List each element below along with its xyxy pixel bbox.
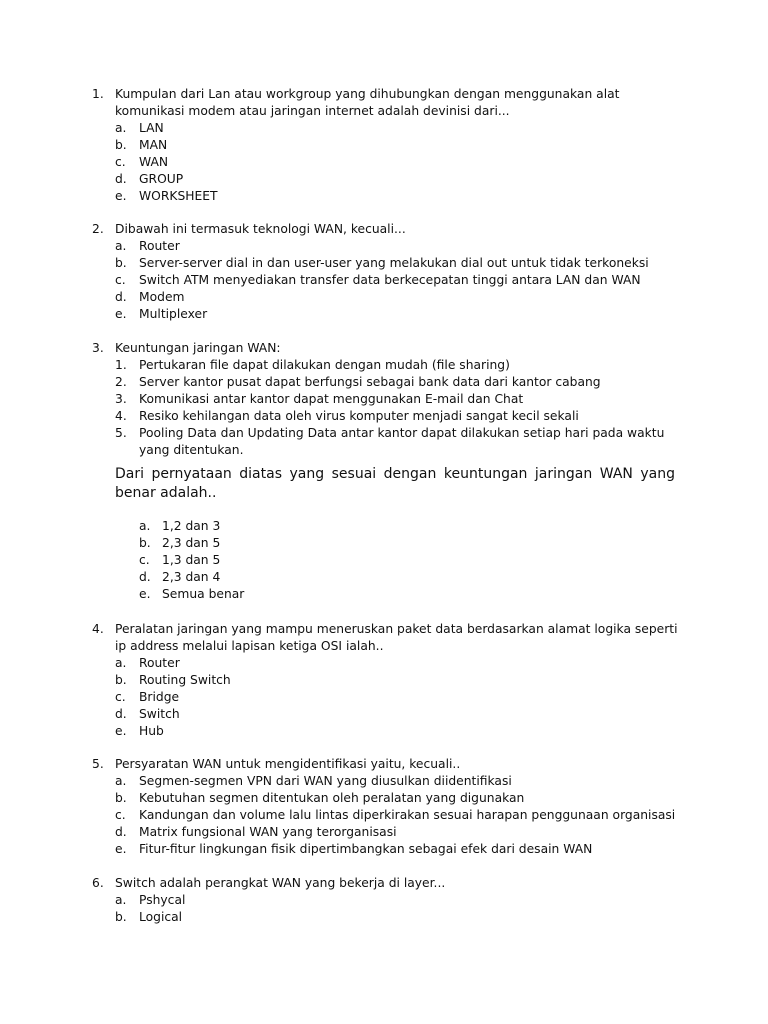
option-text: Router [139,656,180,670]
option [92,586,682,603]
option-label: e. [139,587,151,601]
option-label: 1. [115,358,127,372]
question-number: 5. [92,757,104,771]
option-text: Hub [139,724,164,738]
option [92,824,682,841]
question-stem [92,621,682,655]
option-text: Server-server dial in dan user-user yang melakukan dial out untuk tidak terkoneksi [139,256,649,270]
option-text: Modem [139,290,185,304]
option-label: c. [115,273,126,287]
option-text: Kandungan dan volume lalu lintas diperkirakan sesuai harapan penggunaan organisasi [139,808,676,822]
option [92,535,682,552]
option-text: GROUP [139,172,184,186]
option-text: 1,3 dan 5 [162,553,221,567]
option-text: Logical [139,910,183,924]
option [92,790,682,807]
question-number: 1. [92,87,104,101]
option-list [92,518,682,603]
option-text: Bridge [139,690,180,704]
option-text: Router [139,239,180,253]
option-text: WAN [139,155,169,169]
option-label: d. [115,290,127,304]
option-label: b. [115,791,127,805]
option-label: e. [115,307,127,321]
statement [92,408,682,425]
option-text: Pertukaran file dapat dilakukan dengan mudah (file sharing) [139,358,510,372]
statement [92,391,682,408]
option-text: Server kantor pusat dapat berfungsi sebagai bank data dari kantor cabang [139,375,601,389]
option-label: e. [115,189,127,203]
option-text: Pshycal [139,893,186,907]
option-text: Switch [139,707,180,721]
option-text: Multiplexer [139,307,208,321]
option [92,171,682,188]
option-label: c. [139,553,150,567]
option-label: c. [115,155,126,169]
option-text: WORKSHEET [139,189,218,203]
option-label: 2. [115,375,127,389]
question-stem [92,221,682,238]
option-label: c. [115,808,126,822]
question-number: 3. [92,341,104,355]
option-text: Semua benar [162,587,245,601]
statement [92,357,682,374]
question-4 [92,621,682,740]
option [92,137,682,154]
option-label: e. [115,724,127,738]
option [92,238,682,255]
option-text: Switch ATM menyediakan transfer data berkecepatan tinggi antara LAN dan WAN [139,273,641,287]
option-label: 3. [115,392,127,406]
question-number: 2. [92,222,104,236]
option [92,518,682,535]
option-label: 5. [115,426,127,440]
question-5 [92,756,682,858]
option [92,569,682,586]
option [92,841,682,858]
option-text: Komunikasi antar kantor dapat menggunakan E-mail dan Chat [139,392,524,406]
question-1 [92,86,682,205]
question-text: Kumpulan dari Lan atau workgroup yang dihubungkan dengan menggunakan alat komunikasi modem atau jaringan internet adalah devinisi dari... [115,87,620,118]
question-text: Dibawah ini termasuk teknologi WAN, kecuali... [115,222,406,236]
option-text: 2,3 dan 5 [162,536,221,550]
option [92,706,682,723]
option-label: a. [115,239,127,253]
question-text: Keuntungan jaringan WAN: [115,341,281,355]
option-label: d. [115,172,127,186]
question-stem [92,340,682,357]
question-text: Switch adalah perangkat WAN yang bekerja di layer... [115,876,446,890]
option-text: Kebutuhan segmen ditentukan oleh peralatan yang digunakan [139,791,525,805]
option-text: Matrix fungsional WAN yang terorganisasi [139,825,397,839]
question-number: 4. [92,622,104,636]
question-stem [92,86,682,120]
option-text: Fitur-fitur lingkungan fisik dipertimbangkan sebagai efek dari desain WAN [139,842,593,856]
question-prompt: Dari pernyataan diatas yang sesuai dengan keuntungan jaringan WAN yang benar adalah.. [115,466,675,501]
option-text: Pooling Data dan Updating Data antar kantor dapat dilakukan setiap hari pada waktu yang ditentukan. [139,426,665,457]
option-label: a. [115,774,127,788]
option [92,672,682,689]
option-label: a. [115,121,127,135]
question-6 [92,875,682,926]
option-text: Routing Switch [139,673,231,687]
option-label: e. [115,842,127,856]
option [92,272,682,289]
option [92,655,682,672]
option-label: d. [139,570,151,584]
question-stem [92,875,682,892]
option-label: d. [115,707,127,721]
option-label: b. [139,536,151,550]
option [92,552,682,569]
option [92,909,682,926]
option-text: LAN [139,121,164,135]
option-label: a. [115,893,127,907]
option [92,289,682,306]
option [92,892,682,909]
option [92,120,682,137]
option-label: b. [115,673,127,687]
option-text: MAN [139,138,168,152]
option [92,255,682,272]
option-label: b. [115,138,127,152]
question-stem [92,756,682,773]
option [92,723,682,740]
option-label: b. [115,910,127,924]
option-label: d. [115,825,127,839]
question-3 [92,340,682,603]
question-text: Persyaratan WAN untuk mengidentifikasi yaitu, kecuali.. [115,757,461,771]
question-text: Peralatan jaringan yang mampu meneruskan paket data berdasarkan alamat logika seperti ip address melalui lapisan ketiga OSI ialah.. [115,622,678,653]
option [92,689,682,706]
statement [92,425,682,459]
question-number: 6. [92,876,104,890]
option [92,807,682,824]
option [92,154,682,171]
statement [92,374,682,391]
option-text: 2,3 dan 4 [162,570,221,584]
option-label: b. [115,256,127,270]
option [92,306,682,323]
option [92,188,682,205]
option-label: a. [115,656,127,670]
question-2 [92,221,682,323]
option-label: c. [115,690,126,704]
option-label: 4. [115,409,127,423]
option [92,773,682,790]
option-label: a. [139,519,151,533]
option-text: Resiko kehilangan data oleh virus komputer menjadi sangat kecil sekali [139,409,579,423]
option-text: Segmen-segmen VPN dari WAN yang diusulkan diidentifikasi [139,774,512,788]
option-text: 1,2 dan 3 [162,519,221,533]
